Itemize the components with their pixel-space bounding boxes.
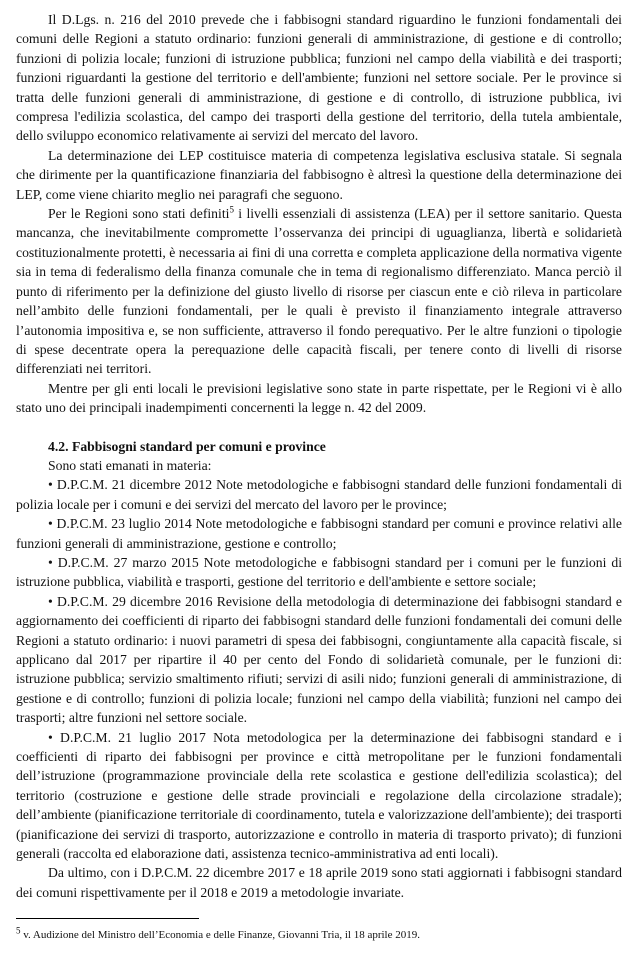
paragraph-regioni-end: i livelli essenziali di assistenza (LEA) per il settore sanitario. Questa mancanza, che inevitabilmente compromette l’osservanza dei principi di uguaglianza, libertà e solidarietà costituzionalmente protetti, è necessaria ai fini di una corretta e completa applicazione della normativa vigente sia in tema di federalismo della finanza comunale che in tema di regionalismo differenziato. Manca perciò il punto di riferimento per la definizione del giusto livello di risorse per ciascun ente e ciò rileva in particolare nell’ambito delle funzioni fondamentali, per le quali è previsto il finanziamento integrale attraverso l’autonomia impositiva e, se non sufficiente, attraverso il fondo perequativo. Per le altre funzioni o tipologie di spese decentrate opera la perequazione delle capacità fiscali, per tenere conto di livelli di risorse differenziati nei territori.	[16, 206, 622, 377]
list-item-dpcm-2012: • D.P.C.M. 21 dicembre 2012 Note metodologiche e fabbisogni standard delle funzioni fondamentali di polizia locale per i comuni e dei servizi del mercato del lavoro per le province;	[16, 477, 622, 512]
list-item-dpcm-2017: • D.P.C.M. 21 luglio 2017 Nota metodologica per la determinazione dei fabbisogni standard e i coefficienti di riparto dei fabbisogni per province e città metropolitane per le funzioni fondamentali dell’istruzione (programmazione provinciale della rete scolastica e gestione dell'edilizia scolastica); del territorio (costruzione e gestione delle strade provinciali e regolazione della circolazione stradale); dell’ambiente (pianificazione territoriale di coordinamento, tutela e valorizzazione dell'ambiente); dei trasporti (pianificazione dei servizi di trasporto, autorizzazione e controllo in materia di trasporto privato); di funzioni generali (raccolta ed elaborazione dati, assistenza tecnico-amministrativa ad enti locali).	[16, 729, 622, 862]
footnote-reference[interactable]: 5	[229, 204, 234, 215]
paragraph-enti-locali: Mentre per gli enti locali le previsioni legislative sono state in parte rispettate, per le Regioni vi è allo stato uno dei principali inadempimenti concernenti la legge n. 42 del 2009.	[16, 380, 622, 416]
footnote-text: v. Audizione del Ministro dell’Economia e delle Finanze, Giovanni Tria, il 18 aprile 2019.	[20, 929, 420, 941]
paragraph-regioni-lea	[16, 204, 622, 379]
document-page	[16, 10, 622, 902]
footnote	[16, 925, 622, 942]
paragraph-dlgs-216: Il D.Lgs. n. 216 del 2010 prevede che i fabbisogni standard riguardino le funzioni fondamentali dei comuni delle Regioni a statuto ordinario: funzioni generali di amministrazione, di gestione e di controllo; funzioni di polizia locale; funzioni di istruzione pubblica; funzioni nel campo della viabilità e dei trasporti; funzioni riguardanti la gestione del territorio e dell'ambiente; funzioni nel settore sociale. Per le province si tratta delle funzioni generali di amministrazione, di gestione e di controllo, di istruzione pubblica, ivi compresa l'edilizia scolastica, del campo dei trasporti della gestione del territorio, della tutela ambientale, dello sviluppo economico relativamente ai servizi del mercato del lavoro.	[16, 12, 622, 144]
section-gap	[16, 418, 622, 437]
footnote-divider	[16, 918, 199, 919]
closing-paragraph: Da ultimo, con i D.P.C.M. 22 dicembre 2017 e 18 aprile 2019 sono stati aggiornati i fabbisogni standard dei comuni rispettivamente per il 2018 e 2019 a metodologie invariate.	[16, 865, 622, 900]
paragraph-regioni-start: Per le Regioni sono stati definiti	[48, 206, 230, 222]
list-item-dpcm-2015: • D.P.C.M. 27 marzo 2015 Note metodologiche e fabbisogni standard per i comuni per le funzioni di istruzione pubblica, viabilità e trasporti, gestione del territorio e dell'ambiente e settore sociale;	[16, 554, 622, 590]
section-intro: Sono stati emanati in materia:	[48, 457, 212, 473]
footnote-marker: 5	[16, 925, 21, 936]
list-item-dpcm-2014: • D.P.C.M. 23 luglio 2014 Note metodologiche e fabbisogni standard per comuni e province relativi alle funzioni generali di amministrazione, gestione e controllo;	[16, 516, 622, 551]
paragraph-lep: La determinazione dei LEP costituisce materia di competenza legislativa esclusiva statale. Si segnala che dirimente per la quantificazione finanziaria del fabbisogno è altresì la questione della determinazione dei LEP, come viene chiarito meglio nei paragrafi che seguono.	[16, 147, 622, 202]
list-item-dpcm-2016: • D.P.C.M. 29 dicembre 2016 Revisione della metodologia di determinazione dei fabbisogni standard e aggiornamento dei coefficienti di riparto dei fabbisogni standard delle funzioni fondamentali dei comuni delle Regioni a statuto ordinario: i nuovi parametri di spesa dei fabbisogni, congiuntamente alla capacità fiscale, si applicano dal 2017 per ripartire il 40 per cento del Fondo di solidarietà comunale, per le funzioni di: istruzione pubblica; servizio smaltimento rifiuti; servizi di asili nido; funzioni generali di amministrazione, di gestione e di controllo; funzioni di polizia locale; funzioni nel campo della viabilità; funzioni nel campo dei trasporti; altre funzioni nel settore sociale.	[16, 593, 622, 726]
section-heading: 4.2. Fabbisogni standard per comuni e province	[48, 438, 326, 454]
